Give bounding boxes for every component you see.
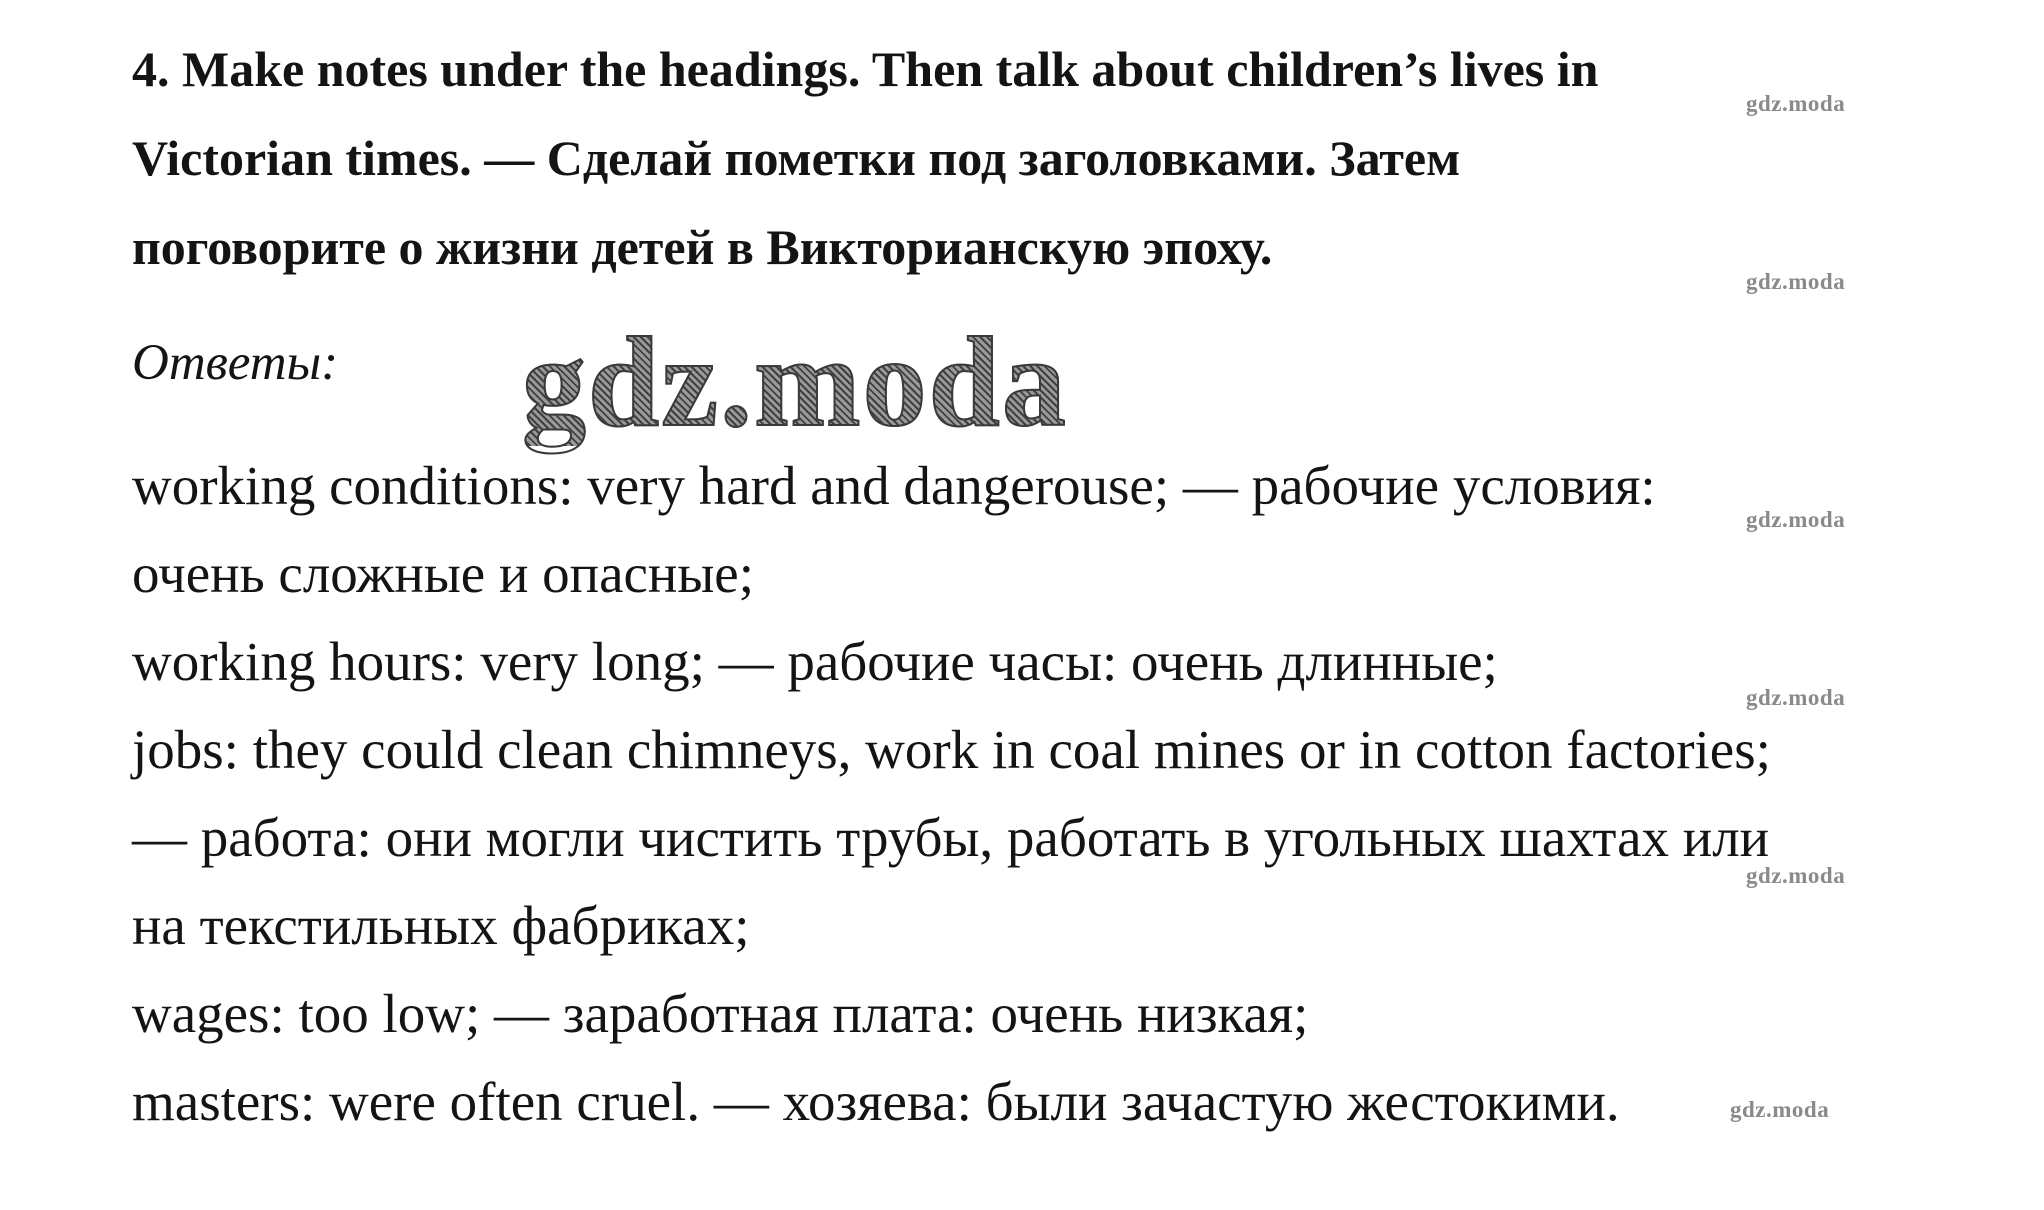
answer-line: очень сложные и опасные; — [132, 543, 754, 604]
answer-line: jobs: they could clean chimneys, work in coal mines or in cotton factories; — [132, 719, 1771, 780]
watermark-small: gdz.moda — [1746, 685, 1846, 710]
watermark-small: gdz.moda — [1746, 269, 1846, 294]
answer-line: на текстильных фабриках; — [132, 895, 750, 956]
answer-line: working conditions: very hard and dangerouse; — рабочие условия: — [132, 455, 1656, 516]
watermark-small: gdz.moda — [1746, 863, 1846, 888]
watermark-logo: gdz.moda — [522, 311, 1068, 453]
watermark-small: gdz.moda — [1746, 507, 1846, 532]
watermark-small: gdz.moda — [1746, 91, 1846, 116]
task-heading-line-1: 4. Make notes under the headings. Then talk about children’s lives in — [132, 41, 1599, 97]
answers-label: Ответы: — [132, 335, 339, 391]
task-heading-line-3: поговорите о жизни детей в Викторианскую эпоху. — [132, 219, 1273, 275]
answer-line: — работа: они могли чистить трубы, работать в угольных шахтах или — [132, 807, 1770, 868]
task-heading-line-2: Victorian times. — Сделай пометки под заголовками. Затем — [132, 130, 1461, 186]
answer-line: wages: too low; — заработная плата: очень низкая; — [132, 983, 1309, 1044]
answer-line: masters: were often cruel. — хозяева: были зачастую жестокими. — [132, 1071, 1620, 1132]
answer-line: working hours: very long; — рабочие часы: очень длинные; — [132, 631, 1498, 692]
watermark-small: gdz.moda — [1730, 1097, 1830, 1122]
